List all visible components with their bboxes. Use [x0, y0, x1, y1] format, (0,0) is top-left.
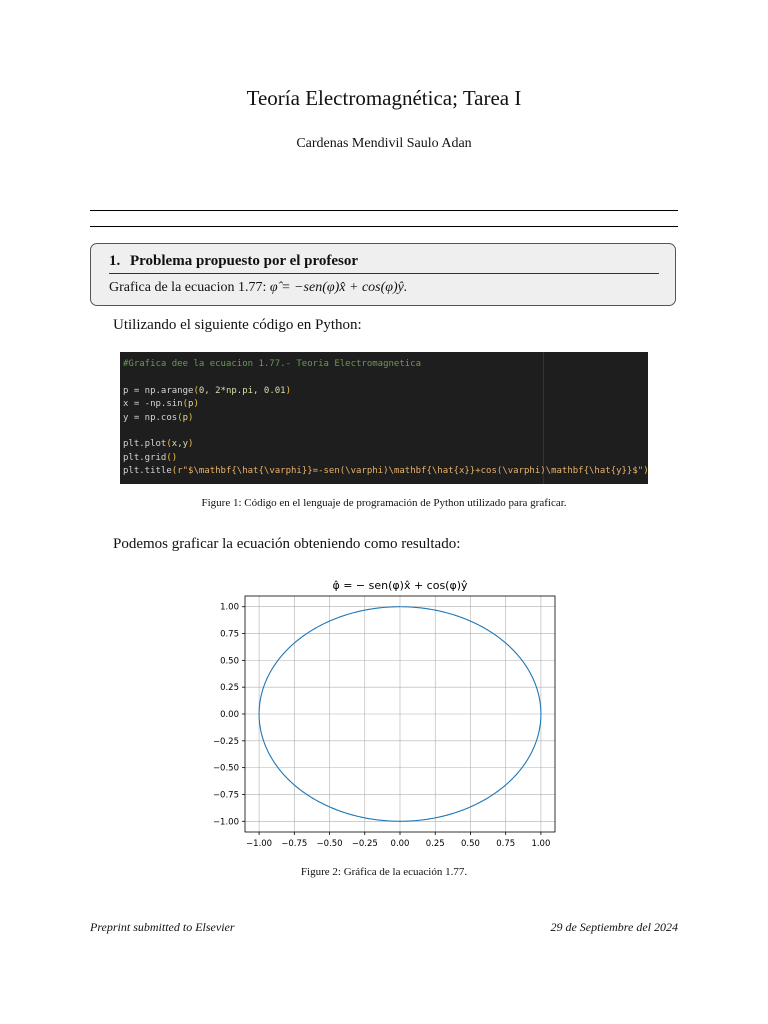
code-token: )	[643, 466, 649, 477]
figure2-caption: Figure 2: Gráfica de la ecuación 1.77.	[300, 866, 468, 878]
code-token: (	[166, 439, 172, 450]
code-token: )	[188, 412, 194, 423]
x-tick-label: 0.75	[496, 839, 516, 849]
code-line	[123, 438, 648, 451]
figure1-caption: Figure 1: Código en el lenguaje de programación de Python utilizado para graficar.	[201, 497, 567, 509]
problem-text	[109, 280, 407, 296]
x-tick-label: 0.50	[460, 839, 480, 849]
code-line	[123, 412, 648, 425]
code-token: (	[177, 412, 183, 423]
code-line	[123, 385, 648, 398]
code-token: (	[182, 399, 189, 410]
code-line	[123, 465, 648, 478]
code-token: x = -np.sin	[123, 399, 183, 410]
code-screenshot	[120, 352, 648, 484]
code-line	[123, 452, 648, 465]
code-token: p = np.arange	[123, 385, 194, 396]
code-token: )	[285, 385, 291, 396]
code-token: r"$\mathbf{\hat{\varphi}}=-sen(\varphi)\mathbf{\hat{x}}+cos(\varphi)\mathbf{\hat{y}}$"	[177, 466, 644, 477]
y-tick-label: 0.00	[220, 710, 239, 720]
problem-heading-text: Problema propuesto por el profesor	[130, 253, 359, 269]
x-tick-label: −0.50	[316, 839, 343, 849]
y-tick-label: −0.50	[212, 763, 239, 774]
y-tick-label: 1.00	[220, 602, 239, 613]
problem-number: 1.	[109, 253, 121, 269]
author-name: Cardenas Mendivil Saulo Adan	[296, 136, 472, 151]
x-tick-label: 0.25	[425, 839, 445, 849]
code-token: )	[188, 439, 194, 450]
figure2-chart	[210, 576, 560, 852]
top-rule	[90, 210, 678, 211]
code-token: plt.plot	[123, 439, 167, 450]
code-token: (	[171, 466, 178, 477]
y-tick-label: −0.75	[212, 790, 239, 801]
problem-box	[90, 243, 676, 306]
code-token: y = np.cos	[123, 412, 178, 423]
paper-title: Teoría Electromagnética; Tarea I	[246, 86, 522, 110]
code-line	[123, 371, 648, 384]
y-tick-label: −0.25	[212, 736, 239, 747]
paragraph-code-intro: Utilizando el siguiente código en Python:	[113, 317, 362, 333]
problem-heading	[109, 253, 659, 274]
y-tick-label: 0.25	[220, 683, 239, 694]
y-tick-label: −1.00	[212, 817, 239, 828]
code-token: p	[182, 412, 189, 423]
paragraph-result-intro: Podemos graficar la ecuación obteniendo como resultado:	[113, 536, 461, 552]
code-line	[123, 358, 648, 371]
chart-title: φ̂ = − sen(φ)x̂ + cos(φ)ŷ	[332, 579, 468, 592]
x-tick-label: −0.75	[281, 839, 308, 849]
problem-text-prefix: Grafica de la ecuacion 1.77:	[109, 280, 270, 295]
code-token: p	[188, 399, 194, 410]
y-tick-label: 0.75	[220, 629, 239, 640]
code-token: #Grafica dee la ecuacion 1.77.- Teoria Electromagnetica	[123, 359, 422, 369]
x-tick-label: 0.00	[390, 839, 410, 849]
code-token: plt.title	[123, 466, 172, 477]
footer-right: 29 de Septiembre del 2024	[550, 920, 678, 934]
x-tick-label: 1.00	[531, 839, 551, 849]
problem-equation: φ̂ = −sen(φ)x̂ + cos(φ)ŷ.	[269, 280, 408, 295]
code-token: plt.grid	[123, 452, 167, 463]
code-token: (	[193, 385, 199, 396]
x-tick-label: −1.00	[246, 839, 273, 849]
code-line	[123, 398, 648, 411]
x-tick-label: −0.25	[351, 839, 378, 849]
code-token: )	[193, 399, 199, 410]
code-token: x,y	[171, 439, 189, 450]
code-line	[123, 425, 648, 438]
y-tick-label: 0.50	[220, 656, 239, 667]
second-rule	[90, 226, 678, 227]
footer-left: Preprint submitted to Elsevier	[90, 920, 235, 934]
code-token: 0, 2*np.pi, 0.01	[198, 385, 286, 396]
code-token: ()	[166, 452, 178, 463]
